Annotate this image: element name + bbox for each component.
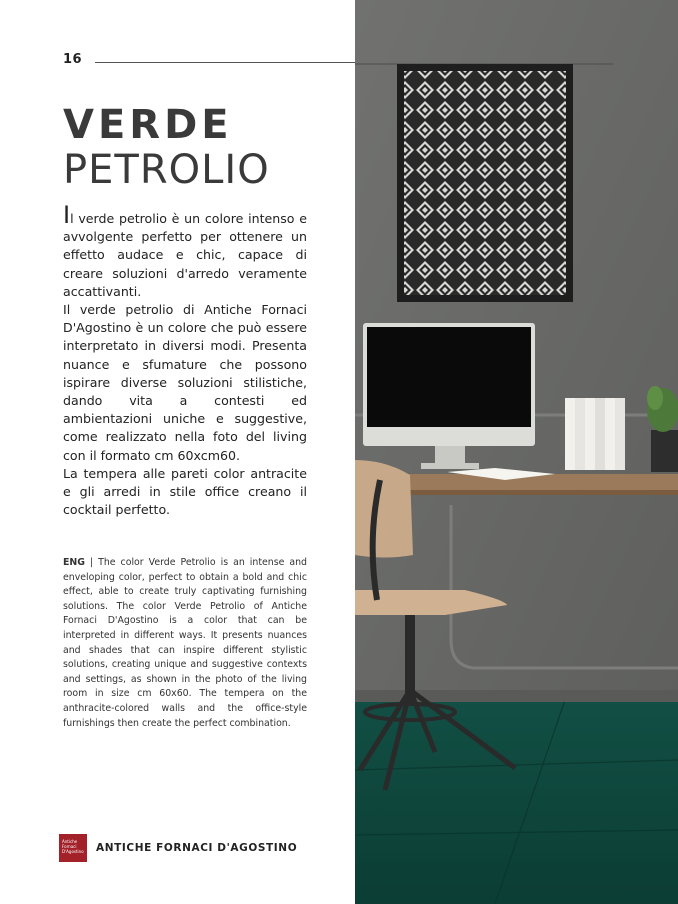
book-stack xyxy=(565,398,625,470)
italian-paragraph-2: Il verde petrolio di Antiche Fornaci D'Agostino è un colore che può essere interpretato in diversi modi. Presenta nuance e sfumature che possono ispirare diverse soluzioni stilistiche, dando vita a contesti ed ambientazioni uniche e suggestive, come realizzato nella foto del living con il formato cm 60xcm60. xyxy=(63,302,307,463)
eng-label: ENG xyxy=(63,557,85,568)
desk xyxy=(405,474,678,495)
eng-text: The color Verde Petrolio is an intense and enveloping color, perfect to obtain a bold and chic effect, able to create truly captivating furnishing solutions. The color Verde Petrolio of Antiche Fornaci D'Agostino is a color that can be interpreted in different ways. It presents nuances and shades that can inspire different stylistic solutions, creating unique and suggestive contexts and settings, as shown in the photo of the living room in size cm 60x60. The tempera on the anthracite-colored walls and the office-style furnishings then create the perfect combination. xyxy=(63,557,308,729)
italian-body xyxy=(63,201,307,519)
header-rule xyxy=(95,62,355,63)
brand-name: ANTICHE FORNACI D'AGOSTINO xyxy=(96,842,298,854)
logo-text: Antiche Fornaci D'Agostino xyxy=(62,839,84,854)
italian-paragraph-1-text: l verde petrolio è un colore intenso e avvolgente perfetto per ottenere un effetto audace e chic, capace di creare soluzioni d'arredo veramente accattivanti. xyxy=(63,211,307,299)
title-line-2: PETROLIO xyxy=(63,147,270,193)
page-number: 16 xyxy=(63,52,83,67)
floor xyxy=(355,700,678,904)
drop-cap: I xyxy=(63,201,71,229)
english-body xyxy=(63,556,307,731)
interior-photo xyxy=(355,0,678,904)
italian-paragraph-1 xyxy=(63,201,307,301)
title-line-1: VERDE xyxy=(63,102,233,148)
framed-artwork xyxy=(397,64,573,302)
eng-separator: | xyxy=(84,557,99,568)
brand-logo xyxy=(59,834,87,862)
italian-paragraph-3: La tempera alle pareti color antracite e gli arredi in stile office creano il cocktail perfetto. xyxy=(63,465,307,518)
